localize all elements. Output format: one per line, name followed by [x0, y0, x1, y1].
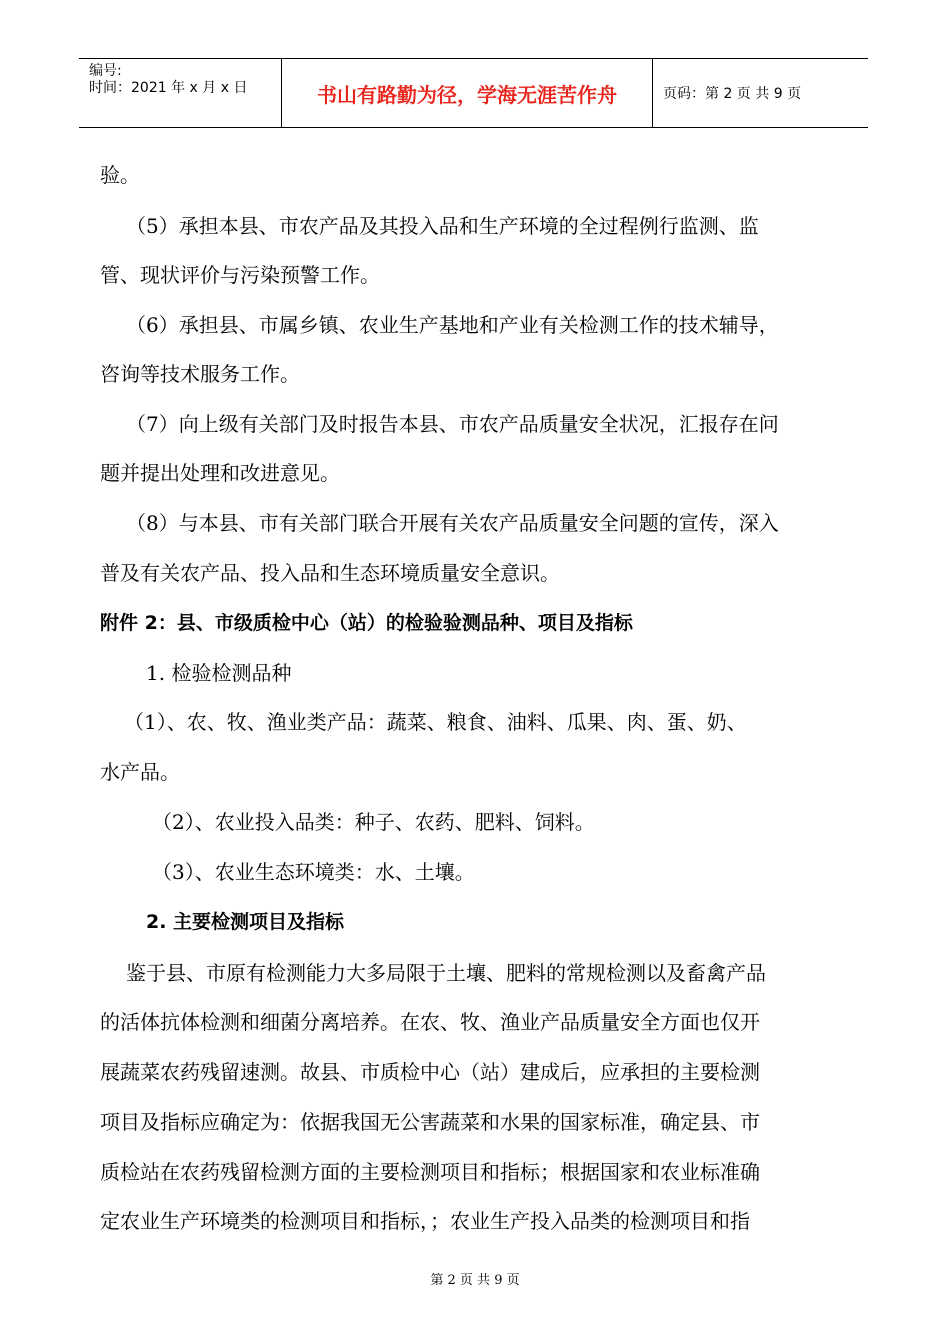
number-label: 编号:	[89, 63, 122, 79]
header-motto: 书山有路勤为径，学海无涯苦作舟	[281, 59, 653, 127]
section-heading: 附件 2：县、市级质检中心（站）的检验验测品种、项目及指标	[100, 612, 633, 634]
body-line: 题并提出处理和改进意见。	[100, 461, 340, 485]
body-line: 展蔬菜农药残留速测。故县、市质检中心（站）建成后，应承担的主要检测	[100, 1060, 760, 1084]
body-line: （1）、农、牧、渔业类产品：蔬菜、粮食、油料、瓜果、肉、蛋、奶、	[124, 710, 747, 734]
subheading: 1. 检验检测品种	[146, 661, 292, 685]
subheading: 2. 主要检测项目及指标	[146, 911, 345, 933]
time-label: 时间：2021 年 x 月 x 日	[89, 80, 248, 96]
body-line: （2）、农业投入品类：种子、农药、肥料、饲料。	[152, 810, 595, 834]
body-line: （5）承担本县、市农产品及其投入品和生产环境的全过程例行监测、监	[126, 214, 759, 238]
body-line: （6）承担县、市属乡镇、农业生产基地和产业有关检测工作的技术辅导，	[126, 313, 779, 337]
body-line: （3）、农业生态环境类：水、土壤。	[152, 860, 475, 884]
body-line: 咨询等技术服务工作。	[100, 362, 300, 386]
body-line: 验。	[100, 163, 140, 187]
body-line: （7）向上级有关部门及时报告本县、市农产品质量安全状况，汇报存在问	[126, 412, 779, 436]
body-line: 鉴于县、市原有检测能力大多局限于土壤、肥料的常规检测以及畜禽产品	[126, 961, 766, 985]
body-line: 质检站在农药残留检测方面的主要检测项目和指标；根据国家和农业标准确	[100, 1160, 760, 1184]
page-header	[79, 58, 868, 128]
body-line: 管、现状评价与污染预警工作。	[100, 263, 380, 287]
body-line: 普及有关农产品、投入品和生态环境质量安全意识。	[100, 561, 560, 585]
header-page-code: 页码：第 2 页 共 9 页	[663, 86, 802, 102]
header-meta	[79, 59, 281, 127]
body-line: 定农业生产环境类的检测项目和指标，；农业生产投入品类的检测项目和指	[100, 1209, 750, 1233]
body-line: （8）与本县、市有关部门联合开展有关农产品质量安全问题的宣传，深入	[126, 511, 779, 535]
body-line: 项目及指标应确定为：依据我国无公害蔬菜和水果的国家标准，确定县、市	[100, 1110, 760, 1134]
page-footer: 第 2 页 共 9 页	[430, 1273, 520, 1288]
body-line: 的活体抗体检测和细菌分离培养。在农、牧、渔业产品质量安全方面也仅开	[100, 1010, 760, 1034]
body-line: 水产品。	[100, 760, 180, 784]
